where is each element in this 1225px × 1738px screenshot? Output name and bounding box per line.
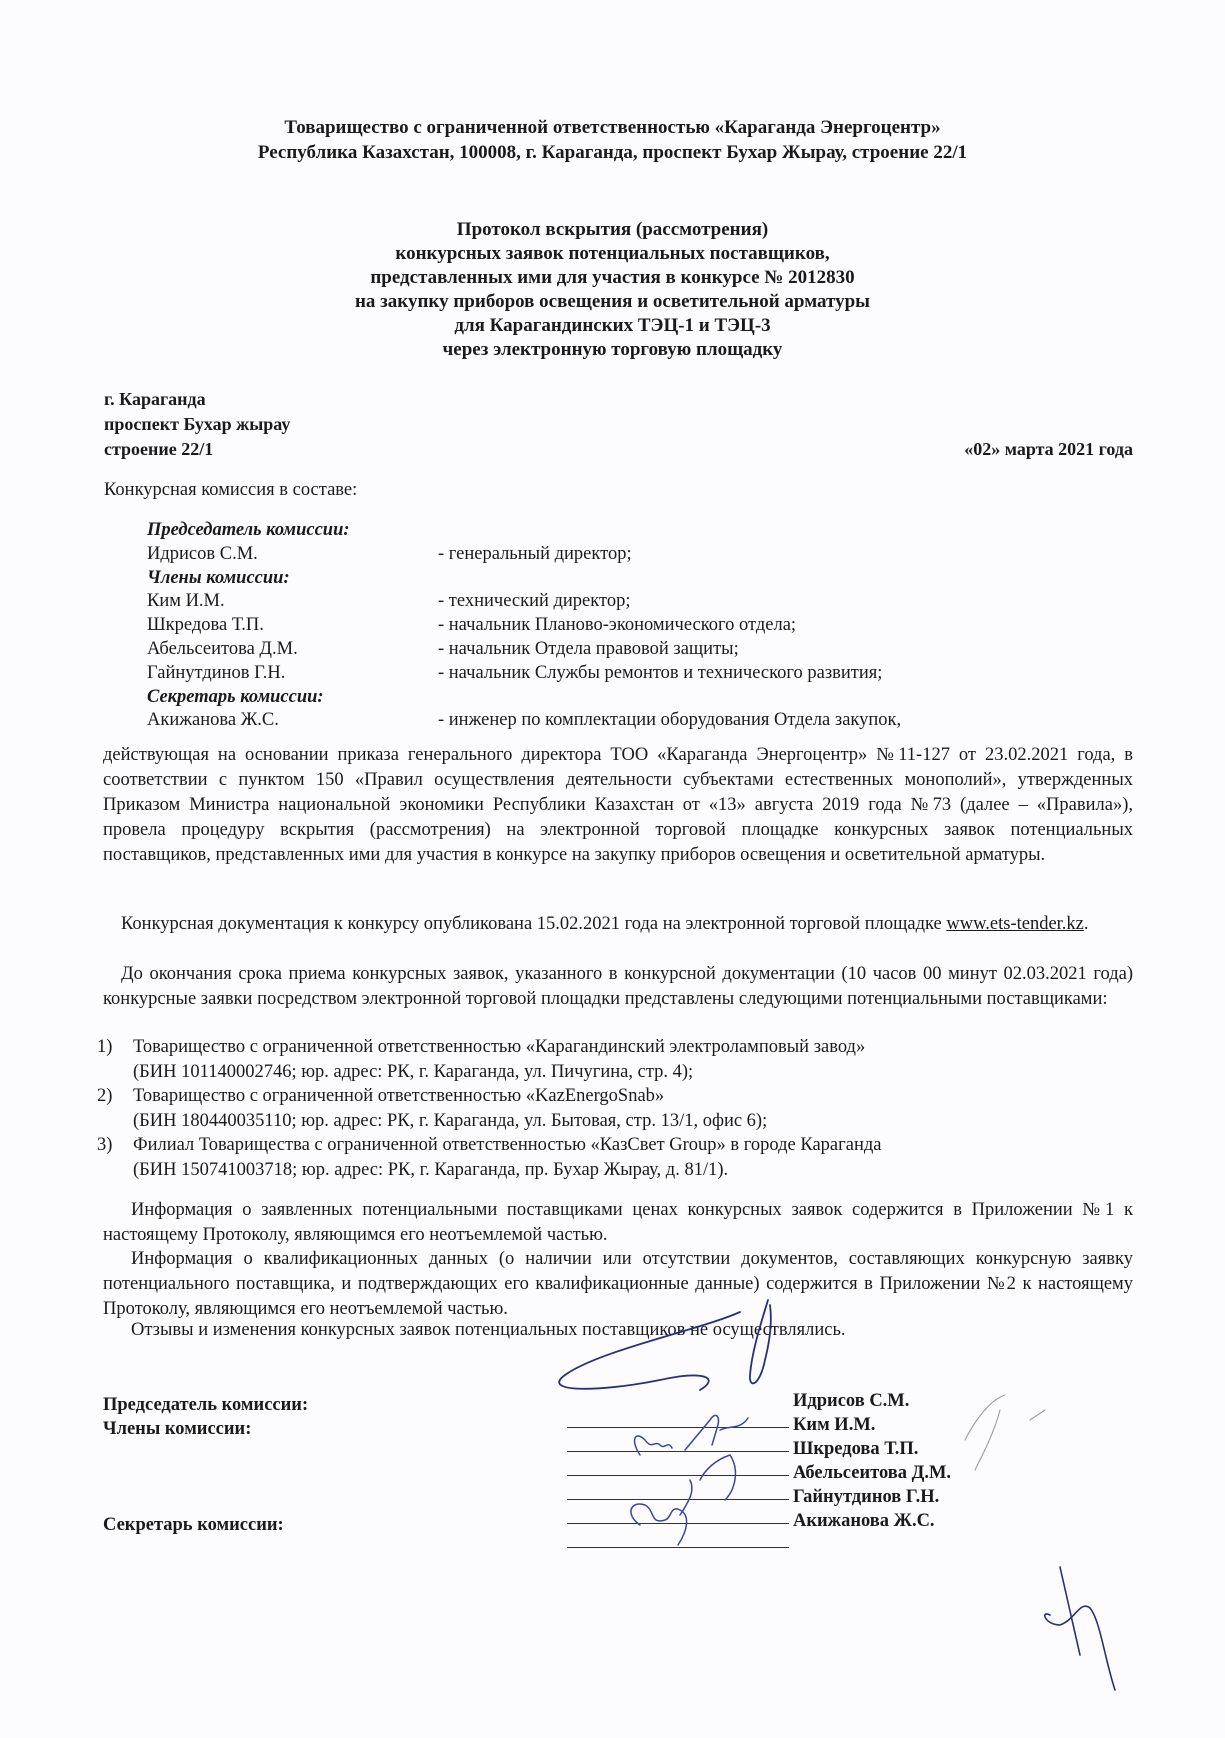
title-line: Протокол вскрытия (рассмотрения)	[456, 219, 769, 240]
title-line: на закупку приборов освещения и осветительной арматуры	[354, 291, 871, 312]
withdrawals-paragraph: Отзывы и изменения конкурсных заявок потенциальных поставщиков не осуществлялись.	[131, 1320, 846, 1340]
signatory-name: Ким И.М.	[793, 1415, 876, 1435]
basis-paragraph: действующая на основании приказа генерального директора ТОО «Караганда Энергоцентр» №11-127 от 23.02.2021 года, в соответствии с пунктом 150 «Правил осуществления деятельности субъектами естественных монополий», утвержденных Приказом Министра национальной экономики Республики Казахстан от «13» августа 2019 года №73 (далее – «Правила»), провела процедуру вскрытия (рассмотрения) на электронной торговой площадке конкурсных заявок потенциальных поставщиков, представленных ими для участия в конкурсе на закупку приборов освещения и осветительной арматуры.	[103, 745, 1133, 865]
initial-mark-icon	[1045, 1567, 1115, 1690]
title-line: представленных ими для участия в конкурсе № 2012830	[370, 267, 855, 288]
member-name: Абельсеитова Д.М.	[147, 638, 298, 659]
chair-signature-icon	[559, 1300, 771, 1390]
place-street: проспект Бухар жырау	[104, 414, 291, 434]
title-line: конкурсных заявок потенциальных поставщиков,	[395, 243, 830, 264]
published-suffix: .	[1083, 914, 1089, 934]
sig-secretary-label: Секретарь комиссии:	[103, 1515, 284, 1535]
document-date: «02» марта 2021 года	[964, 439, 1133, 459]
member-role: - начальник Планово-экономического отдела;	[438, 615, 797, 636]
ets-tender-link[interactable]: www.ets-tender.kz	[946, 914, 1084, 934]
chair-heading: Председатель комиссии:	[147, 520, 350, 540]
supplier-name: Товарищество с ограниченной ответственностью «Карагандинский электроламповый завод»	[133, 1037, 866, 1057]
member-name: Ким И.М.	[147, 591, 225, 612]
place-city: г. Караганда	[104, 389, 206, 409]
member-name: Шкредова Т.П.	[147, 615, 264, 636]
members-heading: Члены комиссии:	[147, 567, 290, 588]
member-role: - начальник Службы ремонтов и технического развития;	[438, 662, 883, 683]
place-building: строение 22/1	[104, 439, 214, 459]
title-line: через электронную торговую площадку	[442, 339, 783, 360]
member-name: Идрисов С.М.	[147, 543, 258, 564]
item-number: 1)	[97, 1037, 113, 1057]
prices-info-paragraph: Информация о заявленных потенциальными поставщиками ценах конкурсных заявок содержится в Приложении №1 к настоящему Протоколу, являющимся его неотъемлемой частью.	[103, 1200, 1133, 1245]
signatory-name: Шкредова Т.П.	[793, 1439, 919, 1459]
item-number: 2)	[97, 1086, 113, 1106]
secretary-signature-icon	[631, 1504, 687, 1545]
published-text: Конкурсная документация к конкурсу опубликована 15.02.2021 года на электронной торговой площадке	[121, 914, 947, 934]
supplier-details: (БИН 101140002746; юр. адрес: РК, г. Караганда, ул. Пичугина, стр. 4);	[133, 1061, 694, 1082]
signatory-name: Гайнутдинов Г.Н.	[793, 1487, 940, 1507]
member-role: - генеральный директор;	[438, 543, 632, 564]
member-role: - начальник Отдела правовой защиты;	[438, 638, 739, 659]
signatory-name: Абельсеитова Д.М.	[793, 1463, 952, 1483]
signatory-name: Акижанова Ж.С.	[793, 1511, 935, 1531]
qualification-info-paragraph: Информация о квалификационных данных (о наличии или отсутствии документов, составляющих конкурсную заявку потенциального поставщика, и подтверждающих его квалификационные данные) содержится в Приложении №2 к настоящему Протоколу, являющимся его неотъемлемой частью.	[103, 1249, 1133, 1319]
deadline-paragraph: До окончания срока приема конкурсных заявок, указанного в конкурсной документации (10 часов 00 минут 02.03.2021 года) конкурсные заявки посредством электронной торговой площадки представлены следующими потенциальными поставщиками:	[103, 964, 1133, 1009]
supplier-details: (БИН 150741003718; юр. адрес: РК, г. Караганда, пр. Бухар Жырау, д. 81/1).	[133, 1159, 729, 1180]
signatory-name: Идрисов С.М.	[793, 1391, 910, 1411]
supplier-name: Филиал Товарищества с ограниченной ответственностью «КазСвет Group» в городе Караганда	[133, 1135, 882, 1155]
member-role: - технический директор;	[438, 591, 631, 612]
sig-chair-label: Председатель комиссии:	[103, 1395, 309, 1415]
supplier-details: (БИН 180440035110; юр. адрес: РК, г. Караганда, ул. Бытовая, стр. 13/1, офис 6);	[133, 1110, 768, 1131]
pencil-mark-icon	[965, 1395, 1045, 1470]
supplier-name: Товарищество с ограниченной ответственностью «KazEnergoSnab»	[133, 1086, 665, 1106]
member-name: Акижанова Ж.С.	[147, 710, 279, 731]
org-name: Товарищество с ограниченной ответственностью «Караганда Энергоцентр»	[284, 117, 941, 138]
title-line: для Карагандинских ТЭЦ-1 и ТЭЦ-3	[454, 315, 771, 336]
org-address: Республика Казахстан, 100008, г. Караганда, проспект Бухар Жырау, строение 22/1	[257, 142, 968, 163]
members-signature-icon	[635, 1415, 748, 1515]
secretary-heading: Секретарь комиссии:	[147, 686, 324, 707]
member-role: - инженер по комплектации оборудования Отдела закупок,	[438, 710, 902, 731]
commission-intro: Конкурсная комиссия в составе:	[104, 480, 358, 500]
member-name: Гайнутдинов Г.Н.	[147, 662, 286, 683]
sig-members-label: Члены комиссии:	[103, 1419, 252, 1439]
item-number: 3)	[97, 1135, 113, 1155]
